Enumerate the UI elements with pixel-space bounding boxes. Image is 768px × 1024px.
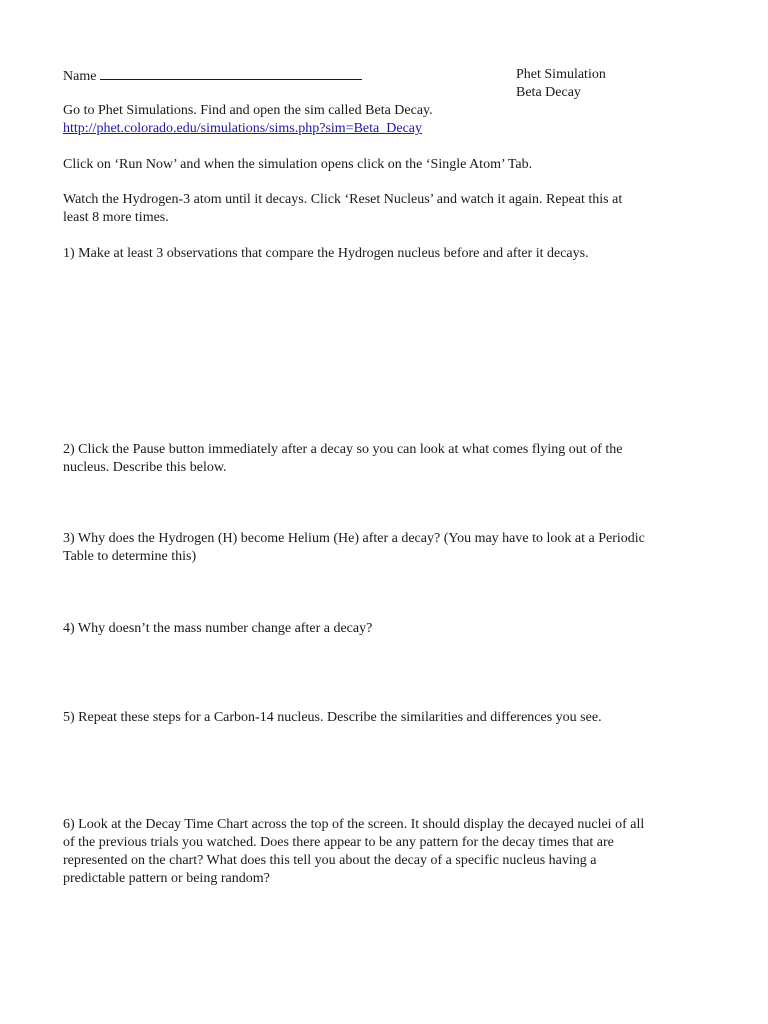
sim-link-line [63, 120, 422, 138]
question-6-line-2: of the previous trials you watched. Does there appear to be any pattern for the decay times that are [63, 835, 614, 850]
title-line-1: Phet Simulation [516, 67, 606, 82]
sim-link[interactable]: http://phet.colorado.edu/simulations/sims.php?sim=Beta_Decay [63, 121, 423, 136]
question-5: 5) Repeat these steps for a Carbon-14 nucleus. Describe the similarities and differences you see. [63, 710, 602, 725]
question-3-line-2: Table to determine this) [63, 549, 197, 564]
name-label: Name [63, 69, 97, 84]
question-2-line-1: 2) Click the Pause button immediately after a decay so you can look at what comes flying out of the [63, 442, 623, 457]
name-blank-line[interactable] [100, 66, 362, 80]
name-field[interactable] [63, 66, 362, 86]
intro-line-1: Go to Phet Simulations. Find and open the sim called Beta Decay. [63, 103, 433, 118]
title-line-2: Beta Decay [516, 85, 581, 100]
question-1: 1) Make at least 3 observations that compare the Hydrogen nucleus before and after it decays. [63, 246, 589, 261]
question-6-line-3: represented on the chart? What does this tell you about the decay of a specific nucleus having a [63, 853, 597, 868]
question-2-line-2: nucleus. Describe this below. [63, 460, 227, 475]
question-4: 4) Why doesn’t the mass number change after a decay? [63, 621, 373, 636]
watch-instruction-line-2: least 8 more times. [63, 210, 169, 225]
run-now-instruction: Click on ‘Run Now’ and when the simulation opens click on the ‘Single Atom’ Tab. [63, 157, 533, 172]
question-3-line-1: 3) Why does the Hydrogen (H) become Helium (He) after a decay? (You may have to look at a Periodic [63, 531, 645, 546]
question-6-line-4: predictable pattern or being random? [63, 871, 270, 886]
watch-instruction-line-1: Watch the Hydrogen-3 atom until it decays. Click ‘Reset Nucleus’ and watch it again. Repeat this at [63, 192, 623, 207]
question-6-line-1: 6) Look at the Decay Time Chart across the top of the screen. It should display the decayed nuclei of all [63, 817, 645, 832]
